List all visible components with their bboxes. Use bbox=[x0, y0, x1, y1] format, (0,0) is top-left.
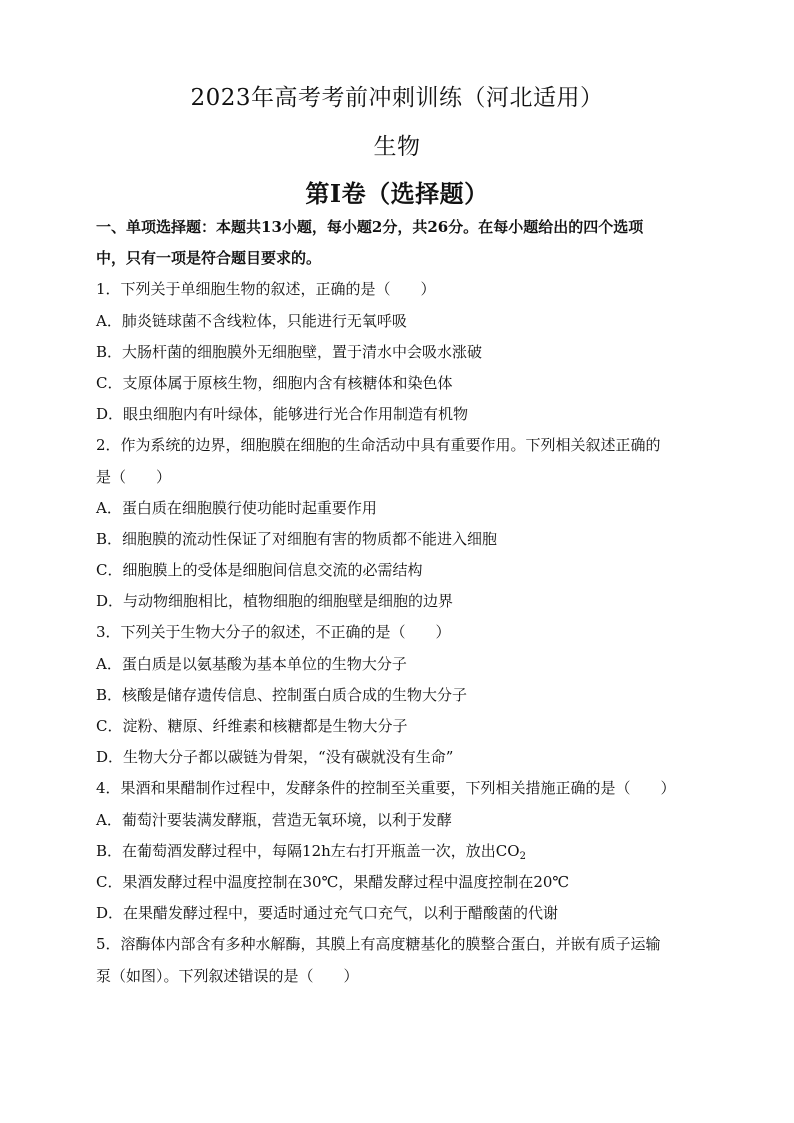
option-c: C．淀粉、糖原、纤维素和核糖都是生物大分子 bbox=[96, 717, 408, 735]
option-a: A．肺炎链球菌不含线粒体，只能进行无氧呼吸 bbox=[96, 311, 407, 330]
section-title: 第Ⅰ卷（选择题） bbox=[305, 179, 489, 208]
question-stem: 3．下列关于生物大分子的叙述，不正确的是（ ） bbox=[96, 623, 451, 642]
question-body bbox=[96, 212, 702, 992]
question-stem: 2．作为系统的边界，细胞膜在细胞的生命活动中具有重要作用。下列相关叙述正确的 bbox=[96, 436, 661, 455]
option-a: A．蛋白质是以氨基酸为基本单位的生物大分子 bbox=[96, 654, 407, 673]
option-a: A．葡萄汁要装满发酵瓶，营造无氧环境，以利于发酵 bbox=[96, 810, 452, 829]
option-d: D．在果醋发酵过程中，要适时通过充气口充气，以利于醋酸菌的代谢 bbox=[96, 904, 559, 923]
option-b bbox=[96, 836, 702, 867]
option-d: D．生物大分子都以碳链为骨架，“没有碳就没有生命” bbox=[96, 748, 454, 767]
question-stem: 5．溶酶体内部含有多种水解酶，其膜上有高度糖基化的膜整合蛋白，并嵌有质子运输 bbox=[96, 935, 661, 954]
question-stem: 1．下列关于单细胞生物的叙述，正确的是（ ） bbox=[96, 280, 436, 299]
question-stem-cont: 是（ ） bbox=[96, 467, 172, 486]
option-c: C．果酒发酵过程中温度控制在30℃，果醋发酵过程中温度控制在20℃ bbox=[96, 872, 570, 891]
exam-title: 2023年高考考前冲刺训练（河北适用） bbox=[190, 85, 604, 111]
option-a: A．蛋白质在细胞膜行使功能时起重要作用 bbox=[96, 498, 377, 517]
option-b: B．核酸是储存遗传信息、控制蛋白质合成的生物大分子 bbox=[96, 685, 468, 704]
question-1 bbox=[96, 274, 702, 430]
option-b-text: B．在葡萄酒发酵过程中，每隔12h左右打开瓶盖一次，放出CO bbox=[96, 841, 520, 860]
option-c: C．细胞膜上的受体是细胞间信息交流的必需结构 bbox=[96, 561, 423, 580]
option-b: B．细胞膜的流动性保证了对细胞有害的物质都不能进入细胞 bbox=[96, 529, 498, 548]
question-stem: 4．果酒和果醋制作过程中，发酵条件的控制至关重要，下列相关措施正确的是（ ） bbox=[96, 779, 676, 798]
option-d: D．与动物细胞相比，植物细胞的细胞壁是细胞的边界 bbox=[96, 592, 454, 611]
question-2 bbox=[96, 430, 702, 617]
option-b-subscript: 2 bbox=[519, 850, 526, 862]
question-5 bbox=[96, 929, 702, 991]
subject-title: 生物 bbox=[373, 134, 421, 160]
option-c: C．支原体属于原核生物，细胞内含有核糖体和染色体 bbox=[96, 373, 453, 392]
question-stem-cont: 泵（如图）。下列叙述错误的是（ ） bbox=[96, 966, 359, 985]
question-4 bbox=[96, 773, 702, 929]
option-d: D．眼虫细胞内有叶绿体，能够进行光合作用制造有机物 bbox=[96, 405, 469, 424]
option-b: B．大肠杆菌的细胞膜外无细胞壁，置于清水中会吸水涨破 bbox=[96, 342, 483, 361]
instruction-line-2: 中，只有一项是符合题目要求的。 bbox=[96, 249, 322, 268]
instruction-line-1: 一、单项选择题：本题共13小题，每小题2分，共26分。在每小题给出的四个选项 bbox=[96, 218, 644, 236]
question-3 bbox=[96, 617, 702, 773]
